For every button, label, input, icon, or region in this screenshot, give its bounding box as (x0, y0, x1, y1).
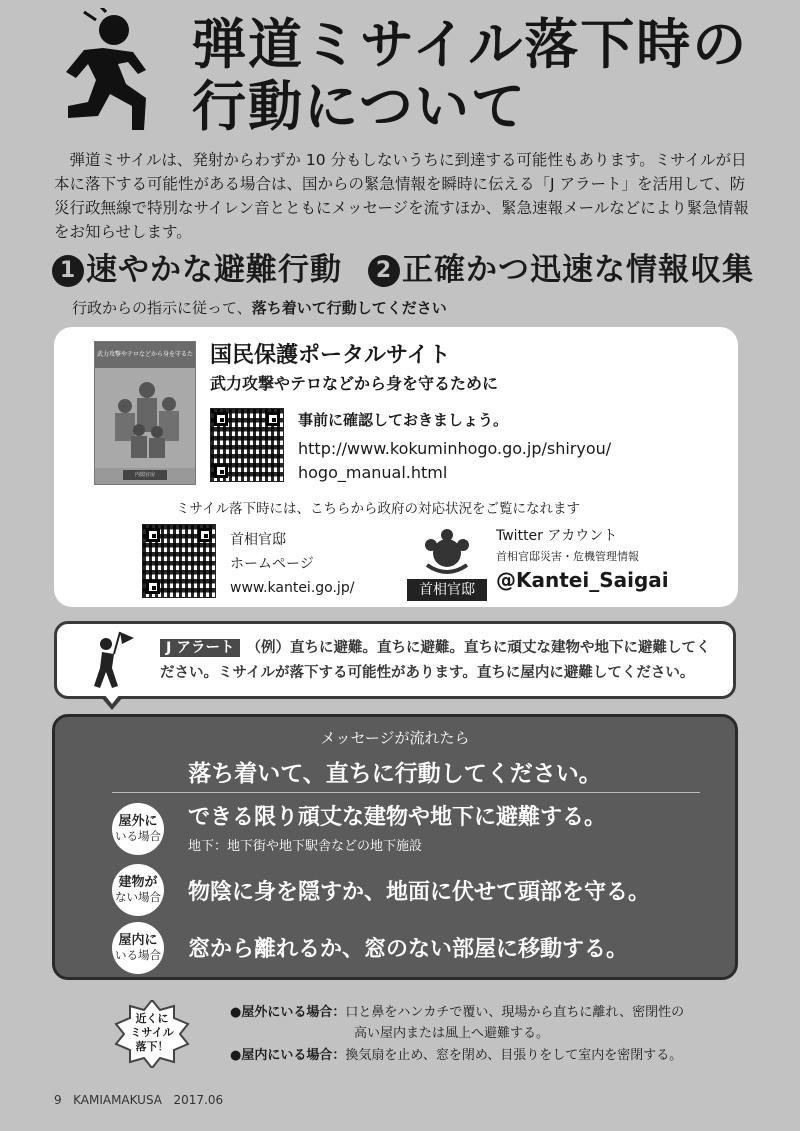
check-text: 事前に確認しておきましょう。 (298, 411, 509, 429)
no-building-badge: 建物が ない場合 (112, 864, 164, 916)
message-heading: メッセージが流れたら (320, 729, 470, 747)
kantei-url[interactable]: www.kantei.go.jp/ (230, 580, 355, 596)
heading-information: 正確かつ迅速な情報収集 (402, 252, 754, 288)
twitter-title: Twitter アカウント (496, 528, 618, 544)
intro-paragraph: 弾道ミサイルは、発射からわずか 10 分もしないうちに到達する可能性もあります。ミサイルが日本に落下する可能性がある場合は、国からの緊急情報を瞬時に伝える「J アラート」を活用して、防災行政無線で特別なサイレン音とともにメッセージを流すほか、緊急速報メールなどにより緊急情報をお知らせします。 (54, 151, 749, 241)
running-person-icon (48, 8, 160, 136)
seal-label: 首相官邸 (407, 579, 487, 601)
portal-title: 国民保護ポータルサイト (210, 343, 451, 368)
jalert-tag: J アラート (160, 639, 240, 657)
no-building-action: 物陰に身を隠すか、地面に伏せて頭部を守る。 (188, 880, 651, 905)
page-title: 弾道ミサイル落下時の 行動について (192, 13, 749, 138)
twitter-subtitle: 首相官邸災害・危機管理情報 (496, 550, 639, 563)
booklet-cover-image (94, 341, 196, 485)
page-footer: 9 KAMIAMAKUSA 2017.06 (54, 1093, 224, 1107)
number-badge: 2 (368, 255, 400, 287)
jalert-message: J アラート （例）直ちに避難。直ちに避難。直ちに頑丈な建物や地下に避難してく ださい。ミサイルが落下する可能性があります。直ちに屋内に避難してください。 (160, 640, 711, 681)
kantei-qr-code[interactable] (142, 524, 216, 598)
underground-note: 地下：地下街や地下駅舎などの地下施設 (188, 839, 423, 854)
instruction-text: 行政からの指示に従って、落ち着いて行動してください (72, 299, 447, 317)
alert-person-icon (90, 630, 140, 690)
near-missile-badge: 近くに ミサイル 落下！ (114, 1000, 190, 1068)
outdoor-action: できる限り頑丈な建物や地下に避難する。 (188, 805, 607, 830)
kantei-seal-logo (407, 525, 487, 601)
outdoor-near-item: ●屋外にいる場合：口と鼻をハンカチで覆い、現場から直ちに離れ、密閉性の 高い屋内または風上へ避難する。 (230, 1005, 685, 1041)
message-main: 落ち着いて、直ちに行動してください。 (188, 761, 602, 787)
missile-note: ミサイル落下時には、こちらから政府の対応状況をご覧になれます (176, 501, 581, 517)
booklet-title: 武力攻撃やテロなどから身を守るた (95, 342, 195, 368)
portal-url[interactable]: http://www.kokuminhogo.go.jp/shiryou/ hogo_manual.html (298, 439, 612, 482)
section-heading (52, 244, 754, 289)
indoor-action: 窓から離れるか、窓のない部屋に移動する。 (188, 937, 629, 962)
portal-qr-code[interactable] (210, 408, 284, 482)
divider (112, 792, 700, 793)
twitter-handle[interactable]: @Kantei_Saigai (496, 568, 669, 592)
number-badge: 1 (52, 255, 84, 287)
indoor-near-item: ●屋内にいる場合：換気扇を止め、窓を閉め、目張りをして室内を密閉する。 (230, 1048, 683, 1063)
heading-evacuation: 速やかな避難行動 (86, 252, 342, 288)
booklet-footer: 内閣官房 (123, 470, 167, 480)
indoor-badge: 屋内に いる場合 (112, 922, 164, 974)
portal-subtitle: 武力攻撃やテロなどから身を守るために (210, 374, 499, 393)
bubble-tail-inner (104, 694, 120, 704)
kantei-homepage: 首相官邸 ホームページ www.kantei.go.jp/ (230, 528, 354, 600)
outdoor-badge: 屋外に いる場合 (112, 803, 164, 855)
